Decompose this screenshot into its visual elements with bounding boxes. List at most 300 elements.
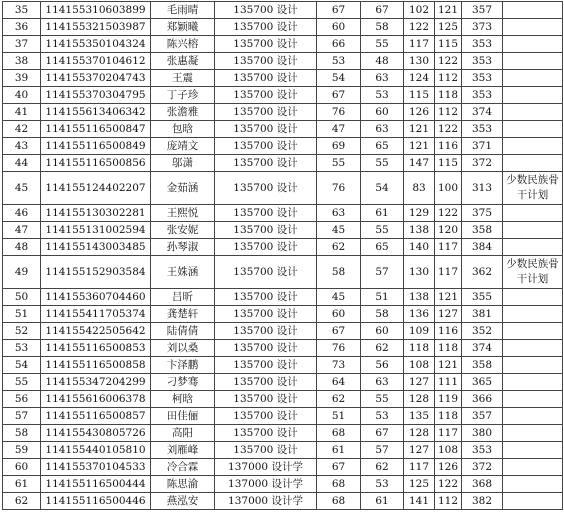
total-score-cell: 368 xyxy=(462,476,503,493)
table-row xyxy=(3,87,563,104)
score-3-cell: 127 xyxy=(404,374,435,391)
total-score-cell: 366 xyxy=(462,391,503,408)
note-cell xyxy=(503,87,563,104)
candidate-name-cell: 陈兴榕 xyxy=(151,36,215,53)
score-2-cell: 48 xyxy=(361,53,404,70)
major-cell: 135700 设计 xyxy=(215,2,317,19)
major-cell: 135700 设计 xyxy=(215,391,317,408)
note-cell xyxy=(503,2,563,19)
table-row xyxy=(3,172,563,205)
total-score-cell: 353 xyxy=(462,442,503,459)
total-score-cell: 374 xyxy=(462,104,503,121)
table-body xyxy=(3,2,563,510)
candidate-name-cell: 包晗 xyxy=(151,121,215,138)
row-number-cell: 61 xyxy=(3,476,41,493)
row-number-cell: 62 xyxy=(3,493,41,510)
score-4-cell: 118 xyxy=(435,340,462,357)
candidate-name-cell: 王震 xyxy=(151,70,215,87)
major-cell: 135700 设计 xyxy=(215,408,317,425)
table-row xyxy=(3,306,563,323)
score-3-cell: 102 xyxy=(404,2,435,19)
score-4-cell: 117 xyxy=(435,256,462,289)
score-3-cell: 141 xyxy=(404,493,435,510)
major-cell: 135700 设计 xyxy=(215,138,317,155)
score-1-cell: 67 xyxy=(317,87,361,104)
score-3-cell: 109 xyxy=(404,323,435,340)
score-3-cell: 125 xyxy=(404,476,435,493)
score-2-cell: 63 xyxy=(361,121,404,138)
score-2-cell: 55 xyxy=(361,391,404,408)
candidate-id-cell: 114155350104324 xyxy=(41,36,151,53)
score-2-cell: 65 xyxy=(361,138,404,155)
table-row xyxy=(3,70,563,87)
score-2-cell: 57 xyxy=(361,256,404,289)
score-2-cell: 57 xyxy=(361,442,404,459)
major-cell: 135700 设计 xyxy=(215,323,317,340)
total-score-cell: 353 xyxy=(462,121,503,138)
major-cell: 137000 设计学 xyxy=(215,476,317,493)
candidate-name-cell: 张澹雅 xyxy=(151,104,215,121)
candidate-id-cell: 114155370104612 xyxy=(41,53,151,70)
table-row xyxy=(3,323,563,340)
score-4-cell: 115 xyxy=(435,155,462,172)
row-number-cell: 38 xyxy=(3,53,41,70)
candidate-name-cell: 冷合霖 xyxy=(151,459,215,476)
score-3-cell: 129 xyxy=(404,205,435,222)
note-cell xyxy=(503,53,563,70)
row-number-cell: 45 xyxy=(3,172,41,205)
note-cell xyxy=(503,19,563,36)
major-cell: 135700 设计 xyxy=(215,256,317,289)
candidate-id-cell: 114155370204743 xyxy=(41,70,151,87)
major-cell: 135700 设计 xyxy=(215,205,317,222)
candidate-name-cell: 燕泓安 xyxy=(151,493,215,510)
score-4-cell: 116 xyxy=(435,323,462,340)
score-4-cell: 112 xyxy=(435,493,462,510)
row-number-cell: 43 xyxy=(3,138,41,155)
total-score-cell: 353 xyxy=(462,36,503,53)
score-1-cell: 47 xyxy=(317,121,361,138)
candidate-name-cell: 郑颖曦 xyxy=(151,19,215,36)
candidate-id-cell: 114155116500446 xyxy=(41,493,151,510)
score-3-cell: 126 xyxy=(404,104,435,121)
candidate-id-cell: 114155411705374 xyxy=(41,306,151,323)
total-score-cell: 384 xyxy=(462,239,503,256)
candidate-id-cell: 114155321503987 xyxy=(41,19,151,36)
score-4-cell: 100 xyxy=(435,172,462,205)
score-1-cell: 58 xyxy=(317,256,361,289)
row-number-cell: 37 xyxy=(3,36,41,53)
candidate-name-cell: 张安妮 xyxy=(151,222,215,239)
row-number-cell: 41 xyxy=(3,104,41,121)
candidate-id-cell: 114155152903584 xyxy=(41,256,151,289)
major-cell: 135700 设计 xyxy=(215,306,317,323)
score-2-cell: 58 xyxy=(361,19,404,36)
note-cell: 少数民族骨干计划 xyxy=(503,172,563,205)
score-4-cell: 117 xyxy=(435,425,462,442)
row-number-cell: 48 xyxy=(3,239,41,256)
admission-score-table xyxy=(2,1,563,510)
major-cell: 135700 设计 xyxy=(215,289,317,306)
table-row xyxy=(3,256,563,289)
score-2-cell: 60 xyxy=(361,104,404,121)
major-cell: 135700 设计 xyxy=(215,222,317,239)
row-number-cell: 51 xyxy=(3,306,41,323)
score-3-cell: 121 xyxy=(404,121,435,138)
total-score-cell: 358 xyxy=(462,357,503,374)
score-1-cell: 54 xyxy=(317,70,361,87)
row-number-cell: 47 xyxy=(3,222,41,239)
score-1-cell: 51 xyxy=(317,408,361,425)
table-row xyxy=(3,155,563,172)
score-4-cell: 121 xyxy=(435,289,462,306)
row-number-cell: 59 xyxy=(3,442,41,459)
major-cell: 135700 设计 xyxy=(215,357,317,374)
candidate-id-cell: 114155616006378 xyxy=(41,391,151,408)
total-score-cell: 353 xyxy=(462,70,503,87)
score-4-cell: 127 xyxy=(435,306,462,323)
note-cell xyxy=(503,104,563,121)
total-score-cell: 357 xyxy=(462,408,503,425)
score-1-cell: 76 xyxy=(317,340,361,357)
major-cell: 135700 设计 xyxy=(215,155,317,172)
score-2-cell: 67 xyxy=(361,2,404,19)
score-2-cell: 53 xyxy=(361,87,404,104)
score-2-cell: 55 xyxy=(361,36,404,53)
candidate-name-cell: 王熙悦 xyxy=(151,205,215,222)
major-cell: 135700 设计 xyxy=(215,104,317,121)
score-1-cell: 55 xyxy=(317,155,361,172)
score-3-cell: 147 xyxy=(404,155,435,172)
table-row xyxy=(3,205,563,222)
table-row xyxy=(3,239,563,256)
candidate-name-cell: 刁梦骞 xyxy=(151,374,215,391)
score-1-cell: 73 xyxy=(317,357,361,374)
table-row xyxy=(3,442,563,459)
row-number-cell: 56 xyxy=(3,391,41,408)
score-3-cell: 117 xyxy=(404,36,435,53)
score-3-cell: 127 xyxy=(404,442,435,459)
note-cell xyxy=(503,391,563,408)
score-1-cell: 76 xyxy=(317,104,361,121)
candidate-id-cell: 114155370304795 xyxy=(41,87,151,104)
score-3-cell: 117 xyxy=(404,459,435,476)
note-cell xyxy=(503,408,563,425)
table-row xyxy=(3,493,563,510)
score-4-cell: 116 xyxy=(435,138,462,155)
score-2-cell: 60 xyxy=(361,323,404,340)
candidate-name-cell: 丁子珍 xyxy=(151,87,215,104)
score-3-cell: 138 xyxy=(404,222,435,239)
score-3-cell: 115 xyxy=(404,87,435,104)
candidate-name-cell: 王姝涵 xyxy=(151,256,215,289)
score-3-cell: 140 xyxy=(404,239,435,256)
note-cell xyxy=(503,323,563,340)
score-1-cell: 53 xyxy=(317,53,361,70)
candidate-name-cell: 高阳 xyxy=(151,425,215,442)
score-1-cell: 60 xyxy=(317,19,361,36)
score-2-cell: 54 xyxy=(361,172,404,205)
score-4-cell: 111 xyxy=(435,374,462,391)
total-score-cell: 355 xyxy=(462,289,503,306)
note-cell xyxy=(503,459,563,476)
major-cell: 135700 设计 xyxy=(215,239,317,256)
table-row xyxy=(3,374,563,391)
note-cell xyxy=(503,476,563,493)
major-cell: 135700 设计 xyxy=(215,53,317,70)
total-score-cell: 373 xyxy=(462,19,503,36)
candidate-id-cell: 114155310603899 xyxy=(41,2,151,19)
score-1-cell: 76 xyxy=(317,172,361,205)
score-1-cell: 62 xyxy=(317,239,361,256)
score-2-cell: 53 xyxy=(361,476,404,493)
score-1-cell: 66 xyxy=(317,36,361,53)
note-cell xyxy=(503,306,563,323)
score-3-cell: 130 xyxy=(404,53,435,70)
score-2-cell: 62 xyxy=(361,340,404,357)
candidate-name-cell: 陈思渝 xyxy=(151,476,215,493)
table-row xyxy=(3,408,563,425)
major-cell: 137000 设计学 xyxy=(215,459,317,476)
score-3-cell: 128 xyxy=(404,425,435,442)
note-cell xyxy=(503,155,563,172)
row-number-cell: 52 xyxy=(3,323,41,340)
candidate-name-cell: 吕昕 xyxy=(151,289,215,306)
candidate-name-cell: 龚楚轩 xyxy=(151,306,215,323)
note-cell xyxy=(503,138,563,155)
score-1-cell: 62 xyxy=(317,391,361,408)
score-4-cell: 115 xyxy=(435,36,462,53)
score-1-cell: 68 xyxy=(317,425,361,442)
note-cell xyxy=(503,70,563,87)
note-cell xyxy=(503,222,563,239)
score-2-cell: 55 xyxy=(361,155,404,172)
table-row xyxy=(3,391,563,408)
table-row xyxy=(3,53,563,70)
candidate-id-cell: 114155131002594 xyxy=(41,222,151,239)
candidate-name-cell: 陆倩倩 xyxy=(151,323,215,340)
score-4-cell: 122 xyxy=(435,53,462,70)
candidate-name-cell: 庞靖文 xyxy=(151,138,215,155)
score-2-cell: 61 xyxy=(361,493,404,510)
score-1-cell: 45 xyxy=(317,289,361,306)
total-score-cell: 358 xyxy=(462,222,503,239)
score-1-cell: 67 xyxy=(317,459,361,476)
table-row xyxy=(3,476,563,493)
major-cell: 135700 设计 xyxy=(215,36,317,53)
note-cell xyxy=(503,239,563,256)
total-score-cell: 352 xyxy=(462,323,503,340)
score-2-cell: 58 xyxy=(361,306,404,323)
table-row xyxy=(3,2,563,19)
row-number-cell: 57 xyxy=(3,408,41,425)
score-1-cell: 63 xyxy=(317,205,361,222)
score-4-cell: 118 xyxy=(435,87,462,104)
score-4-cell: 112 xyxy=(435,104,462,121)
table-row xyxy=(3,222,563,239)
table-row xyxy=(3,19,563,36)
candidate-name-cell: 卞泽鹏 xyxy=(151,357,215,374)
major-cell: 135700 设计 xyxy=(215,121,317,138)
score-4-cell: 118 xyxy=(435,408,462,425)
major-cell: 135700 设计 xyxy=(215,19,317,36)
candidate-id-cell: 114155130302281 xyxy=(41,205,151,222)
note-cell xyxy=(503,442,563,459)
candidate-name-cell: 田佳俪 xyxy=(151,408,215,425)
major-cell: 135700 设计 xyxy=(215,70,317,87)
total-score-cell: 375 xyxy=(462,205,503,222)
score-2-cell: 67 xyxy=(361,425,404,442)
candidate-id-cell: 114155116500444 xyxy=(41,476,151,493)
row-number-cell: 49 xyxy=(3,256,41,289)
note-cell xyxy=(503,374,563,391)
table-row xyxy=(3,36,563,53)
table-row xyxy=(3,104,563,121)
score-4-cell: 125 xyxy=(435,19,462,36)
total-score-cell: 313 xyxy=(462,172,503,205)
candidate-id-cell: 114155347204299 xyxy=(41,374,151,391)
row-number-cell: 35 xyxy=(3,2,41,19)
candidate-id-cell: 114155124402207 xyxy=(41,172,151,205)
candidate-id-cell: 114155116500858 xyxy=(41,357,151,374)
score-2-cell: 65 xyxy=(361,239,404,256)
candidate-name-cell: 孙琴淑 xyxy=(151,239,215,256)
note-cell xyxy=(503,205,563,222)
row-number-cell: 40 xyxy=(3,87,41,104)
note-cell xyxy=(503,340,563,357)
score-2-cell: 62 xyxy=(361,459,404,476)
row-number-cell: 44 xyxy=(3,155,41,172)
note-cell xyxy=(503,289,563,306)
score-4-cell: 121 xyxy=(435,357,462,374)
candidate-id-cell: 114155116500853 xyxy=(41,340,151,357)
score-3-cell: 121 xyxy=(404,138,435,155)
candidate-id-cell: 114155116500856 xyxy=(41,155,151,172)
table-row xyxy=(3,340,563,357)
candidate-name-cell: 邬潇 xyxy=(151,155,215,172)
score-1-cell: 68 xyxy=(317,493,361,510)
score-4-cell: 122 xyxy=(435,121,462,138)
candidate-name-cell: 刘雁峰 xyxy=(151,442,215,459)
row-number-cell: 42 xyxy=(3,121,41,138)
note-cell xyxy=(503,36,563,53)
score-1-cell: 45 xyxy=(317,222,361,239)
candidate-id-cell: 114155440105810 xyxy=(41,442,151,459)
total-score-cell: 380 xyxy=(462,425,503,442)
candidate-name-cell: 毛雨晴 xyxy=(151,2,215,19)
score-1-cell: 60 xyxy=(317,306,361,323)
score-2-cell: 56 xyxy=(361,357,404,374)
candidate-name-cell: 金茹涵 xyxy=(151,172,215,205)
score-4-cell: 108 xyxy=(435,442,462,459)
total-score-cell: 362 xyxy=(462,256,503,289)
total-score-cell: 353 xyxy=(462,87,503,104)
total-score-cell: 374 xyxy=(462,340,503,357)
score-3-cell: 124 xyxy=(404,70,435,87)
note-cell xyxy=(503,493,563,510)
total-score-cell: 381 xyxy=(462,306,503,323)
table-row xyxy=(3,357,563,374)
row-number-cell: 39 xyxy=(3,70,41,87)
score-3-cell: 118 xyxy=(404,340,435,357)
score-3-cell: 108 xyxy=(404,357,435,374)
score-1-cell: 68 xyxy=(317,476,361,493)
score-3-cell: 136 xyxy=(404,306,435,323)
score-4-cell: 117 xyxy=(435,239,462,256)
candidate-id-cell: 114155116500849 xyxy=(41,138,151,155)
candidate-id-cell: 114155143003485 xyxy=(41,239,151,256)
score-3-cell: 122 xyxy=(404,19,435,36)
total-score-cell: 371 xyxy=(462,138,503,155)
row-number-cell: 60 xyxy=(3,459,41,476)
major-cell: 135700 设计 xyxy=(215,172,317,205)
score-4-cell: 112 xyxy=(435,70,462,87)
note-cell: 少数民族骨干计划 xyxy=(503,256,563,289)
major-cell: 135700 设计 xyxy=(215,340,317,357)
score-4-cell: 122 xyxy=(435,476,462,493)
table-row xyxy=(3,289,563,306)
major-cell: 135700 设计 xyxy=(215,87,317,104)
candidate-id-cell: 114155422505642 xyxy=(41,323,151,340)
candidate-name-cell: 柯晗 xyxy=(151,391,215,408)
row-number-cell: 53 xyxy=(3,340,41,357)
candidate-id-cell: 114155116500857 xyxy=(41,408,151,425)
candidate-id-cell: 114155430805726 xyxy=(41,425,151,442)
score-4-cell: 121 xyxy=(435,2,462,19)
score-4-cell: 122 xyxy=(435,205,462,222)
row-number-cell: 58 xyxy=(3,425,41,442)
note-cell xyxy=(503,357,563,374)
score-2-cell: 55 xyxy=(361,222,404,239)
major-cell: 135700 设计 xyxy=(215,425,317,442)
score-1-cell: 61 xyxy=(317,442,361,459)
note-cell xyxy=(503,121,563,138)
score-3-cell: 128 xyxy=(404,391,435,408)
score-3-cell: 138 xyxy=(404,289,435,306)
candidate-id-cell: 114155613406342 xyxy=(41,104,151,121)
score-1-cell: 64 xyxy=(317,374,361,391)
table-row xyxy=(3,138,563,155)
candidate-name-cell: 张惠凝 xyxy=(151,53,215,70)
note-cell xyxy=(503,425,563,442)
total-score-cell: 357 xyxy=(462,2,503,19)
score-4-cell: 126 xyxy=(435,459,462,476)
row-number-cell: 54 xyxy=(3,357,41,374)
candidate-id-cell: 114155370104533 xyxy=(41,459,151,476)
candidate-name-cell: 刘以桑 xyxy=(151,340,215,357)
score-2-cell: 63 xyxy=(361,374,404,391)
score-1-cell: 67 xyxy=(317,2,361,19)
score-2-cell: 51 xyxy=(361,289,404,306)
score-4-cell: 120 xyxy=(435,222,462,239)
table-row xyxy=(3,425,563,442)
score-1-cell: 69 xyxy=(317,138,361,155)
total-score-cell: 365 xyxy=(462,374,503,391)
score-1-cell: 67 xyxy=(317,323,361,340)
major-cell: 135700 设计 xyxy=(215,374,317,391)
score-2-cell: 63 xyxy=(361,70,404,87)
score-2-cell: 61 xyxy=(361,205,404,222)
total-score-cell: 382 xyxy=(462,493,503,510)
candidate-id-cell: 114155360704460 xyxy=(41,289,151,306)
total-score-cell: 372 xyxy=(462,155,503,172)
score-3-cell: 130 xyxy=(404,256,435,289)
row-number-cell: 46 xyxy=(3,205,41,222)
row-number-cell: 55 xyxy=(3,374,41,391)
major-cell: 135700 设计 xyxy=(215,442,317,459)
row-number-cell: 50 xyxy=(3,289,41,306)
score-3-cell: 135 xyxy=(404,408,435,425)
